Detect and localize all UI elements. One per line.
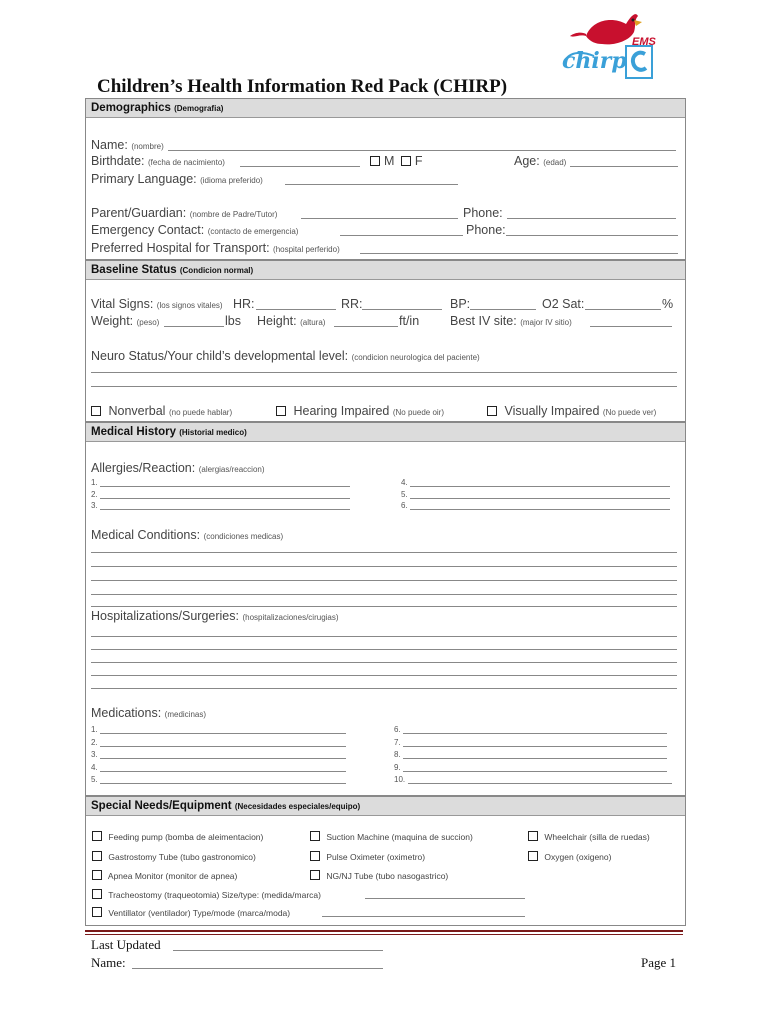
- last-updated-field[interactable]: [173, 950, 383, 951]
- medication-field-9[interactable]: [403, 771, 667, 772]
- hosp-field-1[interactable]: [91, 636, 677, 637]
- o2-percent: %: [662, 297, 674, 311]
- hearing-checkbox[interactable]: [276, 406, 286, 416]
- hosp-field-4[interactable]: [91, 675, 677, 676]
- medication-field-8[interactable]: [403, 758, 667, 759]
- language-field[interactable]: [285, 184, 458, 185]
- allergy-number-2: 2.: [91, 489, 98, 499]
- medication-number-1: 1.: [91, 725, 98, 734]
- weight-label: Weight: (peso): [91, 314, 160, 328]
- medication-field-1[interactable]: [100, 733, 346, 734]
- medication-field-3[interactable]: [100, 758, 346, 759]
- allergy-number-5: 5.: [401, 489, 408, 499]
- phone1-field[interactable]: [507, 218, 676, 219]
- neuro-field-1[interactable]: [91, 372, 677, 373]
- allergies-label: Allergies/Reaction: (alergias/reaccion): [91, 461, 265, 475]
- birthdate-field[interactable]: [240, 166, 360, 167]
- gastro-option: Gastrostomy Tube (tubo gastronomico): [92, 851, 256, 863]
- trach-field[interactable]: [365, 898, 525, 899]
- guardian-field[interactable]: [301, 218, 458, 219]
- demographics-header-label: Demographics: [91, 102, 171, 114]
- name-field[interactable]: [168, 150, 676, 151]
- footer-name-field[interactable]: [132, 968, 383, 969]
- allergy-field-5[interactable]: [410, 498, 670, 499]
- hosp-field-3[interactable]: [91, 662, 677, 663]
- medication-field-5[interactable]: [100, 783, 346, 784]
- ngnj-checkbox[interactable]: [310, 870, 320, 880]
- hosp-field-2[interactable]: [91, 649, 677, 650]
- hr-field[interactable]: [256, 309, 336, 310]
- conditions-field-3[interactable]: [91, 580, 677, 581]
- medication-field-7[interactable]: [403, 746, 667, 747]
- iv-label: Best IV site: (major IV sitio): [450, 314, 572, 328]
- o2-field[interactable]: [585, 309, 661, 310]
- special-header: Special Needs/Equipment (Necesidades especiales/equipo): [86, 797, 685, 816]
- vent-option: Ventillator (ventilador) Type/mode (marca/moda): [92, 907, 290, 919]
- medications-label: Medications: (medicinas): [91, 706, 207, 720]
- medication-number-8: 8.: [394, 750, 401, 759]
- medication-field-2[interactable]: [100, 746, 346, 747]
- hosp-field-5[interactable]: [91, 688, 677, 689]
- hospitalizations-label: Hospitalizations/Surgeries: (hospitalizaciones/cirugias): [91, 609, 339, 623]
- bp-field[interactable]: [470, 309, 536, 310]
- height-label: Height: (altura): [257, 314, 326, 328]
- trach-checkbox[interactable]: [92, 889, 102, 899]
- history-header: Medical History (Historial medico): [86, 423, 685, 442]
- suction-checkbox[interactable]: [310, 831, 320, 841]
- age-field[interactable]: [570, 166, 678, 167]
- hospital-label: Preferred Hospital for Transport: (hospital perferido): [91, 241, 340, 255]
- phone2-label: Phone:: [466, 223, 506, 237]
- apnea-checkbox[interactable]: [92, 870, 102, 880]
- feeding-option: Feeding pump (bomba de aleimentacion): [92, 831, 263, 843]
- height-field[interactable]: [334, 326, 398, 327]
- neuro-field-2[interactable]: [91, 386, 677, 387]
- allergy-number-3: 3.: [91, 501, 98, 510]
- gastro-checkbox[interactable]: [92, 851, 102, 861]
- emergency-label: Emergency Contact: (contacto de emergencia): [91, 223, 299, 237]
- weight-field[interactable]: [164, 326, 224, 327]
- baseline-section: [85, 260, 686, 422]
- sex-f-checkbox[interactable]: [401, 156, 411, 166]
- rr-label: RR:: [341, 297, 363, 311]
- ft-label: ft/in: [399, 314, 420, 328]
- sex-m-checkbox[interactable]: [370, 156, 380, 166]
- birthdate-label: Birthdate: (fecha de nacimiento): [91, 154, 225, 168]
- name-label: Name: (nombre): [91, 138, 164, 152]
- page-number: Page 1: [641, 955, 677, 970]
- vent-field[interactable]: [322, 916, 525, 917]
- iv-field[interactable]: [590, 326, 672, 327]
- allergy-field-1[interactable]: [100, 486, 350, 487]
- medication-field-6[interactable]: [403, 733, 667, 734]
- bp-label: BP:: [450, 297, 471, 311]
- vitals-label: Vital Signs: (los signos vitales): [91, 297, 223, 311]
- allergy-field-3[interactable]: [100, 509, 350, 510]
- logo-ems-badge: EMS: [632, 36, 656, 48]
- baseline-header: Baseline Status (Condicion normal): [86, 261, 685, 280]
- visual-option: Visually Impaired (No puede ver): [487, 403, 656, 421]
- visual-checkbox[interactable]: [487, 406, 497, 416]
- pulse-checkbox[interactable]: [310, 851, 320, 861]
- demographics-header-es: (Demografia): [174, 104, 224, 113]
- guardian-label: Parent/Guardian: (nombre de Padre/Tutor): [91, 206, 278, 220]
- medication-number-3: 3.: [91, 750, 98, 759]
- footer-name-label: Name:: [91, 955, 126, 970]
- feeding-checkbox[interactable]: [92, 831, 102, 841]
- o2-label: O2 Sat:: [542, 297, 585, 311]
- page-title: Children’s Health Information Red Pack (CHIRP): [97, 76, 508, 97]
- lbs-label: lbs: [225, 314, 241, 328]
- nonverbal-checkbox[interactable]: [91, 406, 101, 416]
- ngnj-option: NG/NJ Tube (tubo nasogastrico): [310, 870, 448, 882]
- last-updated-label: Last Updated: [91, 937, 161, 952]
- allergy-number-4: 4.: [401, 478, 408, 487]
- medication-number-7: 7.: [394, 737, 401, 747]
- hospital-field[interactable]: [360, 253, 678, 254]
- pulse-option: Pulse Oximeter (oximetro): [310, 851, 425, 863]
- medication-number-10: 10.: [394, 775, 406, 784]
- emergency-field[interactable]: [340, 235, 463, 236]
- medication-field-10[interactable]: [408, 783, 672, 784]
- phone1-label: Phone:: [463, 206, 503, 220]
- oxygen-option: Oxygen (oxigeno): [528, 851, 611, 863]
- allergy-number-1: 1.: [91, 478, 98, 487]
- chirp-logo: [556, 6, 670, 86]
- wheelchair-checkbox[interactable]: [528, 831, 538, 841]
- hr-label: HR:: [233, 297, 255, 311]
- language-label: Primary Language: (idioma preferido): [91, 172, 263, 186]
- footer-rule-bottom: [85, 934, 683, 935]
- footer-rule-top: [85, 930, 683, 932]
- allergy-field-2[interactable]: [100, 498, 350, 499]
- rr-field[interactable]: [362, 309, 442, 310]
- nonverbal-option: Nonverbal (no puede hablar): [91, 403, 232, 421]
- apnea-option: Apnea Monitor (monitor de apnea): [92, 870, 237, 882]
- wheelchair-option: Wheelchair (silla de ruedas): [528, 831, 650, 843]
- medication-number-6: 6.: [394, 725, 401, 734]
- suction-option: Suction Machine (maquina de succion): [310, 831, 473, 843]
- oxygen-checkbox[interactable]: [528, 851, 538, 861]
- conditions-field-1[interactable]: [91, 552, 677, 553]
- demographics-header: [86, 99, 685, 118]
- sex-options: M F: [370, 153, 423, 169]
- logo-brand-text: chirp: [562, 48, 627, 74]
- medication-number-4: 4.: [91, 762, 98, 772]
- allergy-field-6[interactable]: [410, 509, 670, 510]
- phone2-field[interactable]: [506, 235, 678, 236]
- conditions-field-2[interactable]: [91, 566, 677, 567]
- allergy-field-4[interactable]: [410, 486, 670, 487]
- trach-option: Tracheostomy (traqueotomia) Size/type: (medida/marca): [92, 889, 321, 901]
- vent-checkbox[interactable]: [92, 907, 102, 917]
- age-label: Age: (edad): [514, 154, 567, 168]
- medication-number-9: 9.: [394, 762, 401, 772]
- allergy-number-6: 6.: [401, 501, 408, 510]
- conditions-label: Medical Conditions: (condiciones medicas): [91, 528, 284, 542]
- medication-number-2: 2.: [91, 737, 98, 747]
- medication-number-5: 5.: [91, 775, 98, 784]
- neuro-label: Neuro Status/Your child’s developmental level: (condicion neurologica del paciente): [91, 349, 480, 363]
- medication-field-4[interactable]: [100, 771, 346, 772]
- conditions-field-5[interactable]: [91, 606, 677, 607]
- hearing-option: Hearing Impaired (No puede oir): [276, 403, 444, 421]
- conditions-field-4[interactable]: [91, 594, 677, 595]
